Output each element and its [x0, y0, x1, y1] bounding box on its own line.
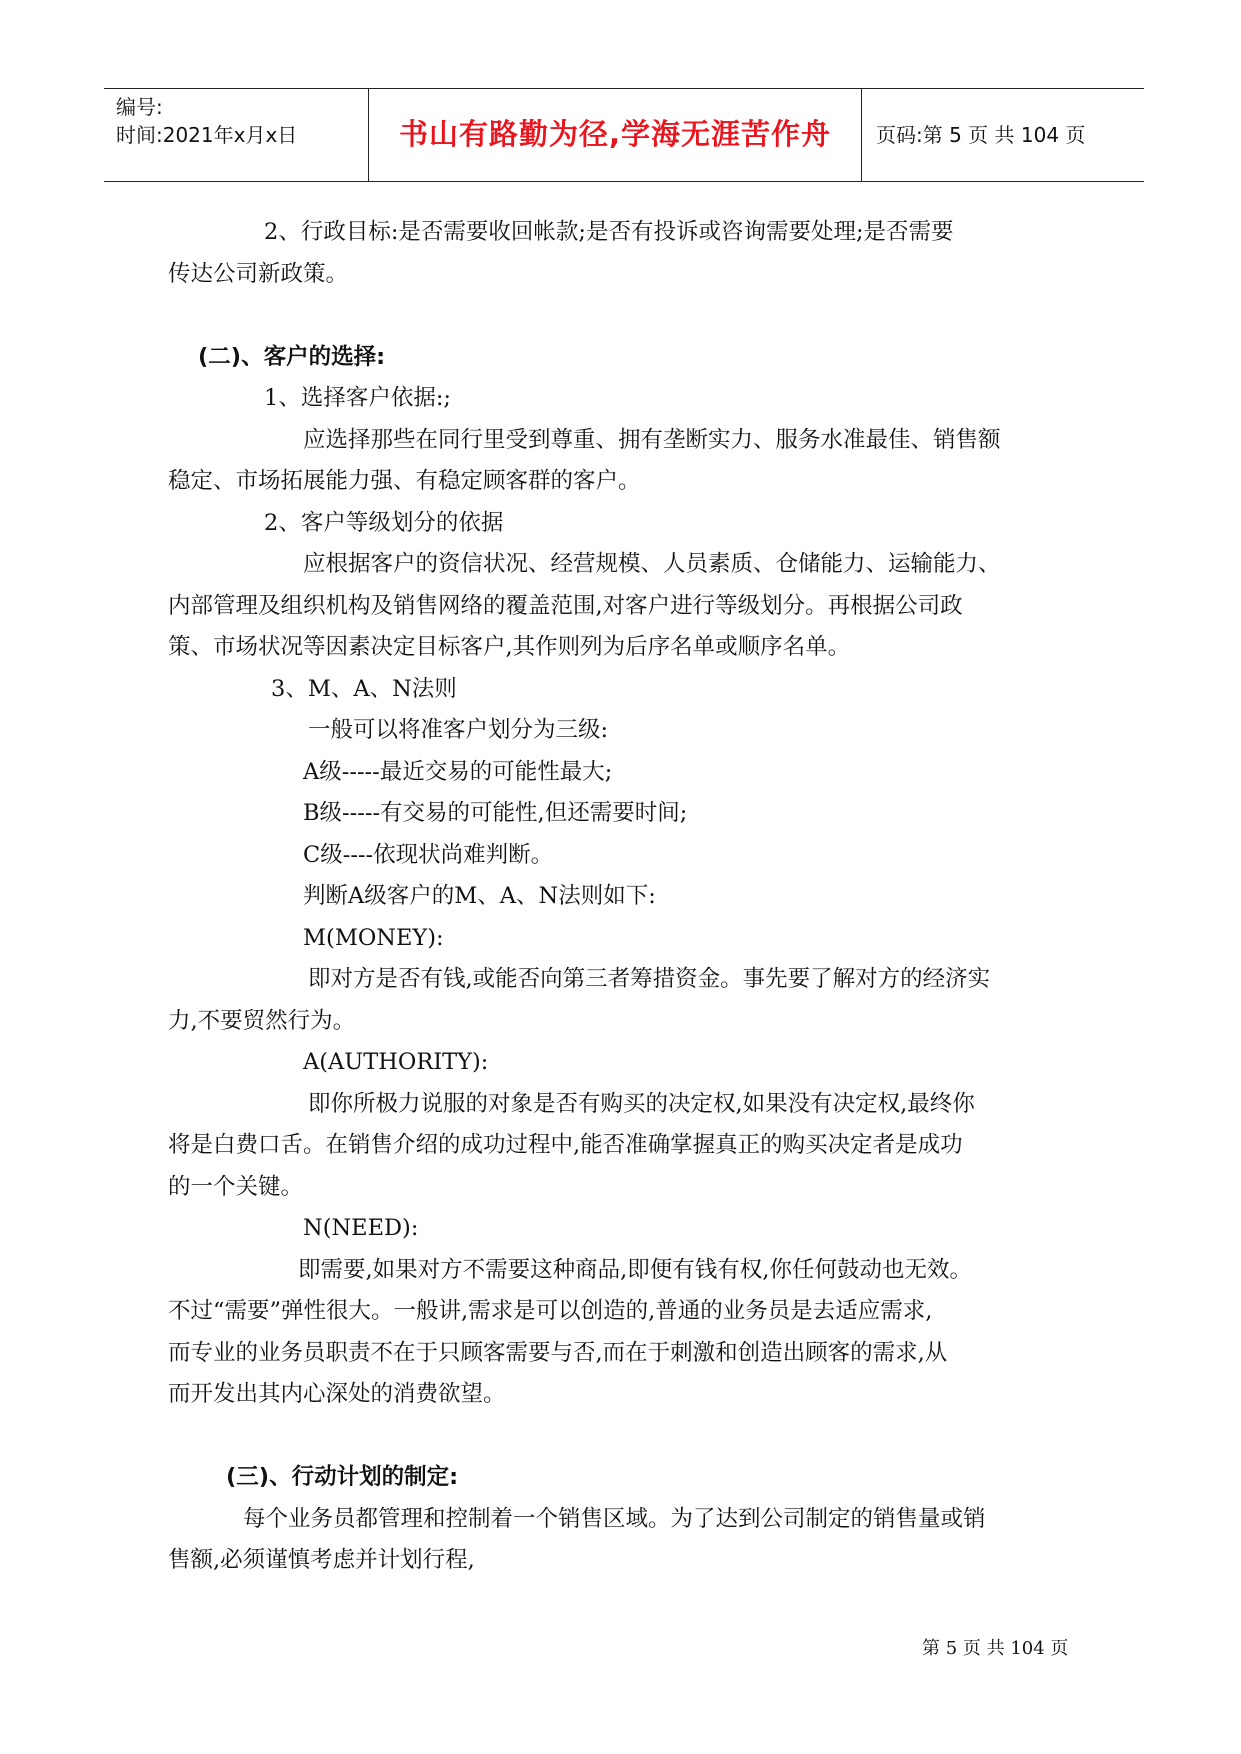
- body-text-line: 而开发出其内心深处的消费欲望。: [168, 1381, 506, 1407]
- body-text-line: 1、选择客户依据:;: [264, 385, 451, 411]
- body-text-line: 稳定、市场拓展能力强、有稳定顾客群的客户。: [168, 468, 641, 494]
- body-text-line: 将是白费口舌。在销售介绍的成功过程中,能否准确掌握真正的购买决定者是成功: [168, 1132, 963, 1158]
- document-body: [168, 212, 1088, 1582]
- header-page-info: 页码:第 5 页 共 104 页: [876, 122, 1086, 147]
- body-text-line: 每个业务员都管理和控制着一个销售区域。为了达到公司制定的销售量或销: [243, 1505, 986, 1532]
- body-text-line: 不过“需要”弹性很大。一般讲,需求是可以创造的,普通的业务员是去适应需求,: [168, 1298, 933, 1324]
- page-footer: 第 5 页 共 104 页: [922, 1638, 1069, 1659]
- body-text-line: 策、市场状况等因素决定目标客户,其作则列为后序名单或顺序名单。: [168, 634, 851, 660]
- body-text-line: 售额,必须谨慎考虑并计划行程,: [168, 1547, 475, 1573]
- body-text-line: 内部管理及组织机构及销售网络的覆盖范围,对客户进行等级划分。再根据公司政: [168, 592, 963, 619]
- body-text-line: 判断A级客户的M、A、N法则如下:: [303, 883, 656, 909]
- body-text-line: M(MONEY):: [303, 924, 444, 951]
- body-text-line: 而专业的业务员职责不在于只顾客需要与否,而在于刺激和创造出顾客的需求,从: [168, 1339, 948, 1366]
- body-text-line: C级----依现状尚难判断。: [303, 841, 554, 868]
- body-text-line: 应根据客户的资信状况、经营规模、人员素质、仓储能力、运输能力、: [303, 551, 1001, 577]
- body-text-line: 即需要,如果对方不需要这种商品,即便有钱有权,你任何鼓动也无效。: [298, 1256, 972, 1283]
- body-text-line: 2、客户等级划分的依据: [264, 509, 504, 536]
- section-heading: (二)、客户的选择:: [198, 343, 386, 370]
- page-header: [104, 88, 1144, 182]
- body-text-line: N(NEED):: [303, 1215, 419, 1241]
- body-text-line: 即你所极力说服的对象是否有购买的决定权,如果没有决定权,最终你: [308, 1090, 975, 1117]
- section-heading: (三)、行动计划的制定:: [226, 1464, 459, 1490]
- body-text-line: A(AUTHORITY):: [303, 1049, 489, 1075]
- document-number-label: 编号:: [116, 95, 163, 119]
- paragraph-gap: [168, 295, 1088, 337]
- body-text-line: 3、M、A、N法则: [271, 675, 457, 702]
- document-date: 时间:2021年x月x日: [116, 123, 298, 147]
- body-text-line: 传达公司新政策。: [168, 260, 349, 287]
- body-text-line: B级-----有交易的可能性,但还需要时间;: [303, 800, 688, 826]
- body-text-line: 即对方是否有钱,或能否向第三者筹措资金。事先要了解对方的经济实: [308, 966, 991, 992]
- body-text-line: 力,不要贸然行为。: [168, 1007, 356, 1034]
- body-text-line: 2、行政目标:是否需要收回帐款;是否有投诉或咨询需要处理;是否需要: [264, 219, 954, 245]
- body-text-line: 应选择那些在同行里受到尊重、拥有垄断实力、服务水准最佳、销售额: [303, 426, 1001, 453]
- body-text-line: A级-----最近交易的可能性最大;: [303, 758, 613, 785]
- header-meta: [104, 89, 369, 181]
- body-text-line: 的一个关键。: [168, 1173, 304, 1200]
- body-text-line: 一般可以将准客户划分为三级:: [308, 717, 609, 743]
- paragraph-gap: [168, 1416, 1088, 1458]
- header-motto: 书山有路勤为径,学海无涯苦作舟: [369, 89, 862, 181]
